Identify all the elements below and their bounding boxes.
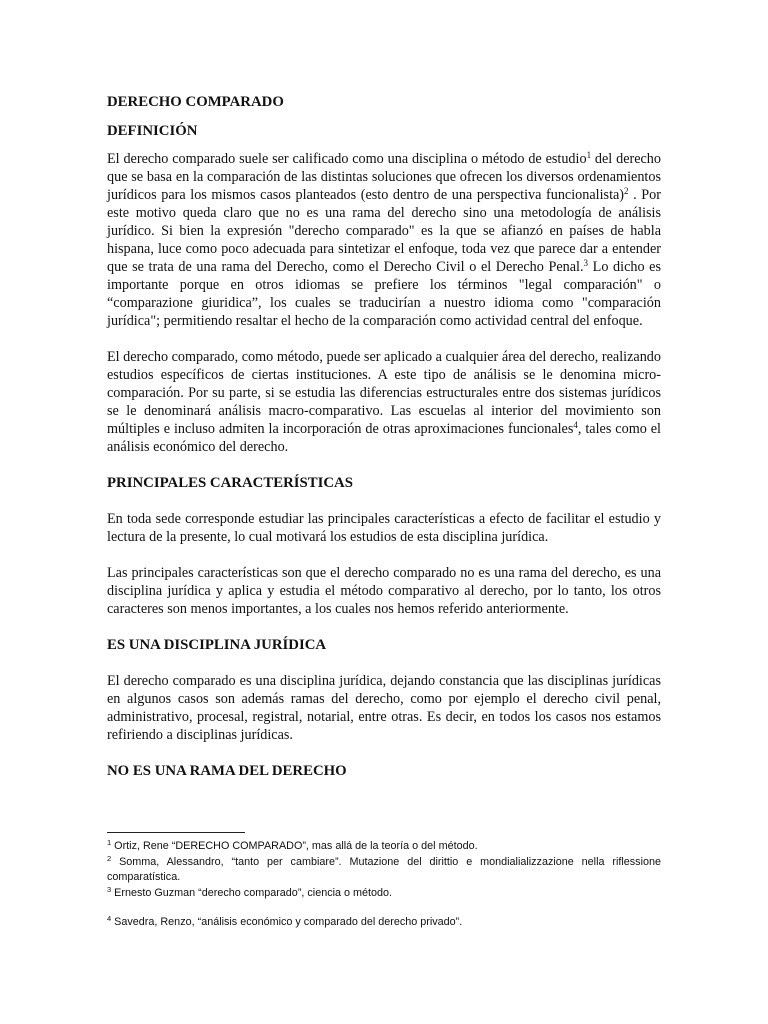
text-run: El derecho comparado suele ser calificado como una disciplina o método de estudio xyxy=(107,151,587,167)
definition-paragraph-1 xyxy=(107,150,661,330)
definition-paragraph-2 xyxy=(107,348,661,456)
definition-heading: DEFINICIÓN xyxy=(107,123,198,139)
text-run: Lo dicho es importante porque en otros idiomas se prefiere los términos "legal comparación" o “comparazione giuridica”, los cuales se traducirían a nuestro idioma como "comparación jurídica"; permitiendo resaltar el hecho de la comparación como actividad central del enfoque. xyxy=(107,259,661,329)
not-branch-heading: NO ES UNA RAMA DEL DERECHO xyxy=(107,763,347,779)
footnote-item xyxy=(107,915,661,931)
footnote-text: Ortiz, Rene “DERECHO COMPARADO”, mas allá de la teoría o del método. xyxy=(111,840,478,852)
footnote-text: Somma, Alessandro, “tanto per cambiare”. Mutazione del dirittio e mondialializzazione nella riflessione comparatística. xyxy=(107,855,661,883)
footnote-text: Savedra, Renzo, “análisis económico y comparado del derecho privado”. xyxy=(111,916,463,928)
footnote-ref[interactable]: 3 xyxy=(583,258,589,268)
footnote-item xyxy=(107,855,661,886)
discipline-paragraph: El derecho comparado es una disciplina jurídica, dejando constancia que las disciplinas jurídicas en algunos casos son además ramas del derecho, como por ejemplo el derecho civil penal, administrativo, procesal, registral, notarial, entre otras. Es decir, en todos los casos nos estamos refiriendo a disciplinas jurídicas. xyxy=(107,673,661,743)
footnote-ref[interactable]: 4 xyxy=(573,420,578,430)
footnote-number: 1 xyxy=(107,838,112,847)
footnote-item xyxy=(107,886,661,902)
characteristics-paragraph-2: Las principales características son que el derecho comparado no es una rama del derecho, es una disciplina jurídica y aplica y estudia el método comparativo al derecho, por lo tanto, los otros caracteres son menos importantes, a los cuales nos hemos referido anteriormente. xyxy=(107,565,661,617)
footnote-ref[interactable]: 1 xyxy=(586,150,592,160)
footnote-number: 3 xyxy=(107,884,112,894)
footnote-number: 2 xyxy=(107,853,112,863)
text-run: . Por este motivo queda claro que no es una rama del derecho sino una metodología de análisis jurídico. Si bien la expresión "derecho comparado" es la que se afianzó en países de habla hispana, luce como poco adecuada para sintetizar el enfoque, toda vez que parece dar a entender que se trata de una rama del Derecho, como el Derecho Civil o el Derecho Penal. xyxy=(107,187,661,275)
characteristics-paragraph-1: En toda sede corresponde estudiar las principales características a efecto de facilitar el estudio y lectura de la presente, lo cual motivará los estudios de esta disciplina jurídica. xyxy=(107,511,661,545)
text-run: del derecho que se basa en la comparación de las distintas soluciones que ofrecen los diversos ordenamientos jurídicos para los mismos casos planteados (esto dentro de una perspectiva funcionalista) xyxy=(107,151,661,203)
footnote-ref[interactable]: 2 xyxy=(624,186,629,196)
footnote-separator xyxy=(107,832,245,833)
footnotes-section xyxy=(107,832,661,931)
text-run: El derecho comparado, como método, puede ser aplicado a cualquier área del derecho, realizando estudios específicos de ciertas instituciones. A este tipo de análisis se le denomina micro-comparación. Por su parte, si se estudia las diferencias estructurales entre dos sistemas jurídicos se le denominará análisis macro-comparativo. Las escuelas al interior del movimiento son múltiples e incluso admiten la incorporación de otras aproximaciones funcionales xyxy=(107,349,661,437)
text-run: , tales como el análisis económico del derecho. xyxy=(107,421,661,455)
footnote-item xyxy=(107,839,661,855)
document-body xyxy=(107,90,661,798)
footnote-number: 4 xyxy=(107,914,112,923)
document-title: DERECHO COMPARADO xyxy=(107,94,284,110)
discipline-heading: ES UNA DISCIPLINA JURÍDICA xyxy=(107,637,327,653)
characteristics-heading: PRINCIPALES CARACTERÍSTICAS xyxy=(107,475,353,491)
footnote-text: Ernesto Guzman “derecho comparado”, ciencia o método. xyxy=(111,886,393,899)
